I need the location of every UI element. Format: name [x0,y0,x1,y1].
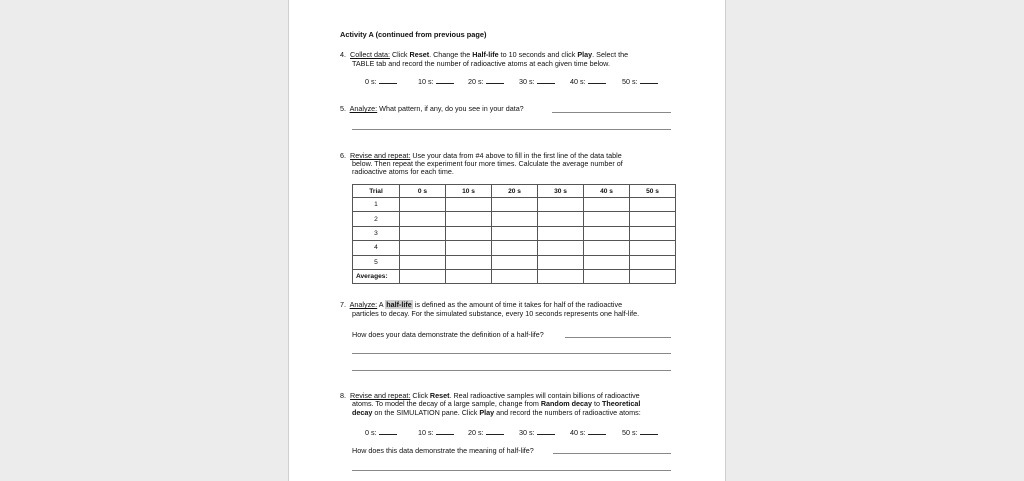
trial-number: 5 [353,255,400,269]
table-cell[interactable] [538,198,584,212]
table-cell[interactable] [630,269,676,283]
q8-time-label: 30 s: [519,428,535,437]
q8-reset: Reset [429,391,450,400]
table-cell[interactable] [584,226,630,240]
answer-blank[interactable] [436,77,454,84]
table-cell[interactable] [630,255,676,269]
page-title: Activity A (continued from previous page) [340,30,487,39]
averages-row [353,269,676,283]
q4-halflife: Half-life [472,50,499,59]
q8-text-2: . Real radioactive samples will contain billions of radioactive [449,391,640,400]
q8-theoretical: Theoretical [601,399,641,408]
answer-blank[interactable] [379,77,397,84]
answer-blank[interactable] [537,428,555,435]
answer-blank[interactable] [640,428,658,435]
q4-time-label: 30 s: [519,77,535,86]
q8-time-label: 10 s: [418,428,434,437]
q8-random-decay: Random decay [540,399,592,408]
header-20s: 20 s [492,185,538,198]
table-cell[interactable] [400,241,446,255]
table-cell[interactable] [584,255,630,269]
q8-to: to [591,399,602,408]
table-cell[interactable] [446,198,492,212]
q7-answer-line-2[interactable] [352,353,671,354]
table-row [353,241,676,255]
q8-slot-30[interactable] [519,428,555,437]
q8-slot-50[interactable] [622,428,658,437]
q6-line2: below. Then repeat the experiment four more times. Calculate the average number of [352,159,623,168]
q6-text-1: Use your data from #4 above to fill in the first line of the data table [410,151,622,160]
q8-line2 [352,399,640,408]
q4-number: 4. [340,50,346,59]
answer-blank[interactable] [379,428,397,435]
q4-text-2: . Change the [429,50,473,59]
header-0s: 0 s [400,185,446,198]
q8-time-label: 50 s: [622,428,638,437]
table-cell[interactable] [538,255,584,269]
q8-text: Click [410,391,430,400]
table-cell[interactable] [630,241,676,255]
table-cell[interactable] [400,269,446,283]
table-row [353,226,676,240]
table-cell[interactable] [584,269,630,283]
q8-line3 [352,408,641,417]
table-cell[interactable] [584,212,630,226]
header-trial: Trial [353,185,400,198]
q8-slot-0[interactable] [365,428,397,437]
table-cell[interactable] [492,255,538,269]
averages-label: Averages: [353,269,400,283]
table-cell[interactable] [400,212,446,226]
q5-number: 5. [340,104,346,113]
q4-slot-50[interactable] [622,77,658,86]
q7-number: 7. [340,300,346,309]
q8-line2-text: atoms. To model the decay of a large sample, change from [352,399,541,408]
table-cell[interactable] [446,226,492,240]
trial-number: 3 [353,226,400,240]
q8-line3-text-2: and record the numbers of radioactive atoms: [494,408,641,417]
q4-time-label: 50 s: [622,77,638,86]
q4-tag: Collect data: [350,50,390,59]
table-cell[interactable] [492,198,538,212]
q7-question: How does your data demonstrate the definition of a half-life? [352,330,544,339]
table-cell[interactable] [492,226,538,240]
table-cell[interactable] [400,226,446,240]
q8-line3-text: on the SIMULATION pane. Click [372,408,480,417]
q4-slot-30[interactable] [519,77,555,86]
q7-answer-line-1[interactable] [565,337,671,338]
q6-number: 6. [340,151,346,160]
q8-question: How does this data demonstrate the meaning of half-life? [352,446,534,455]
data-table [352,184,676,284]
table-cell[interactable] [492,241,538,255]
q5-tag: Analyze: [349,104,378,113]
question-5 [340,104,524,113]
q4-reset: Reset [409,50,430,59]
header-10s: 10 s [446,185,492,198]
q4-slot-0[interactable] [365,77,397,86]
q4-time-label: 40 s: [570,77,586,86]
table-cell[interactable] [492,269,538,283]
table-cell[interactable] [630,198,676,212]
header-50s: 50 s [630,185,676,198]
answer-blank[interactable] [486,77,504,84]
q8-tag: Revise and repeat: [350,391,411,400]
table-cell[interactable] [538,269,584,283]
worksheet-page [288,0,726,481]
table-cell[interactable] [538,212,584,226]
q4-time-label: 20 s: [468,77,484,86]
q4-text-3: to 10 seconds and click [498,50,578,59]
q4-play: Play [577,50,593,59]
q7-highlight: half-life [386,300,412,309]
q4-line2: TABLE tab and record the number of radioactive atoms at each given time below. [352,59,610,68]
table-cell[interactable] [584,198,630,212]
q7-line2: particles to decay. For the simulated substance, every 10 seconds represents one half-life. [352,309,640,318]
q4-slot-20[interactable] [468,77,504,86]
q8-time-label: 40 s: [570,428,586,437]
q4-text: Click [389,50,410,59]
q4-time-label: 10 s: [418,77,434,86]
q8-answer-line-2[interactable] [352,470,671,471]
table-row [353,212,676,226]
table-cell[interactable] [446,255,492,269]
table-header-row [353,185,676,198]
q8-slot-10[interactable] [418,428,454,437]
q7-tag: Analyze: [349,300,378,309]
q8-play: Play [479,408,495,417]
q8-time-label: 0 s: [365,428,377,437]
trial-number: 2 [353,212,400,226]
answer-blank[interactable] [436,428,454,435]
trial-number: 4 [353,241,400,255]
table-row [353,198,676,212]
answer-blank[interactable] [486,428,504,435]
question-4 [340,50,628,59]
q8-decay: decay [352,408,373,417]
q8-answer-line-1[interactable] [553,453,671,454]
table-cell[interactable] [492,212,538,226]
header-40s: 40 s [584,185,630,198]
q6-tag: Revise and repeat: [350,151,411,160]
table-cell[interactable] [446,241,492,255]
answer-blank[interactable] [640,77,658,84]
q4-slot-40[interactable] [570,77,606,86]
table-cell[interactable] [400,255,446,269]
q6-line3: radioactive atoms for each time. [352,167,454,176]
answer-blank[interactable] [537,77,555,84]
question-7 [340,300,622,309]
q5-answer-line-1[interactable] [552,112,671,113]
q8-slot-40[interactable] [570,428,606,437]
q8-time-label: 20 s: [468,428,484,437]
table-cell[interactable] [400,198,446,212]
trial-number: 1 [353,198,400,212]
table-cell[interactable] [446,212,492,226]
q4-time-label: 0 s: [365,77,377,86]
answer-blank[interactable] [588,428,606,435]
answer-blank[interactable] [588,77,606,84]
table-row [353,255,676,269]
q7-answer-line-3[interactable] [352,370,671,371]
q4-slot-10[interactable] [418,77,454,86]
table-cell[interactable] [538,241,584,255]
q5-text: What pattern, if any, do you see in your data? [377,104,524,113]
table-cell[interactable] [584,241,630,255]
table-cell[interactable] [630,212,676,226]
q5-answer-line-2[interactable] [352,129,671,130]
table-cell[interactable] [630,226,676,240]
header-30s: 30 s [538,185,584,198]
table-cell[interactable] [446,269,492,283]
q4-text-4: . Select the [592,50,629,59]
q8-number: 8. [340,391,346,400]
q7-text-2: is defined as the amount of time it takes for half of the radioactive [412,300,623,309]
table-cell[interactable] [538,226,584,240]
q7-text: A [377,300,386,309]
q8-slot-20[interactable] [468,428,504,437]
